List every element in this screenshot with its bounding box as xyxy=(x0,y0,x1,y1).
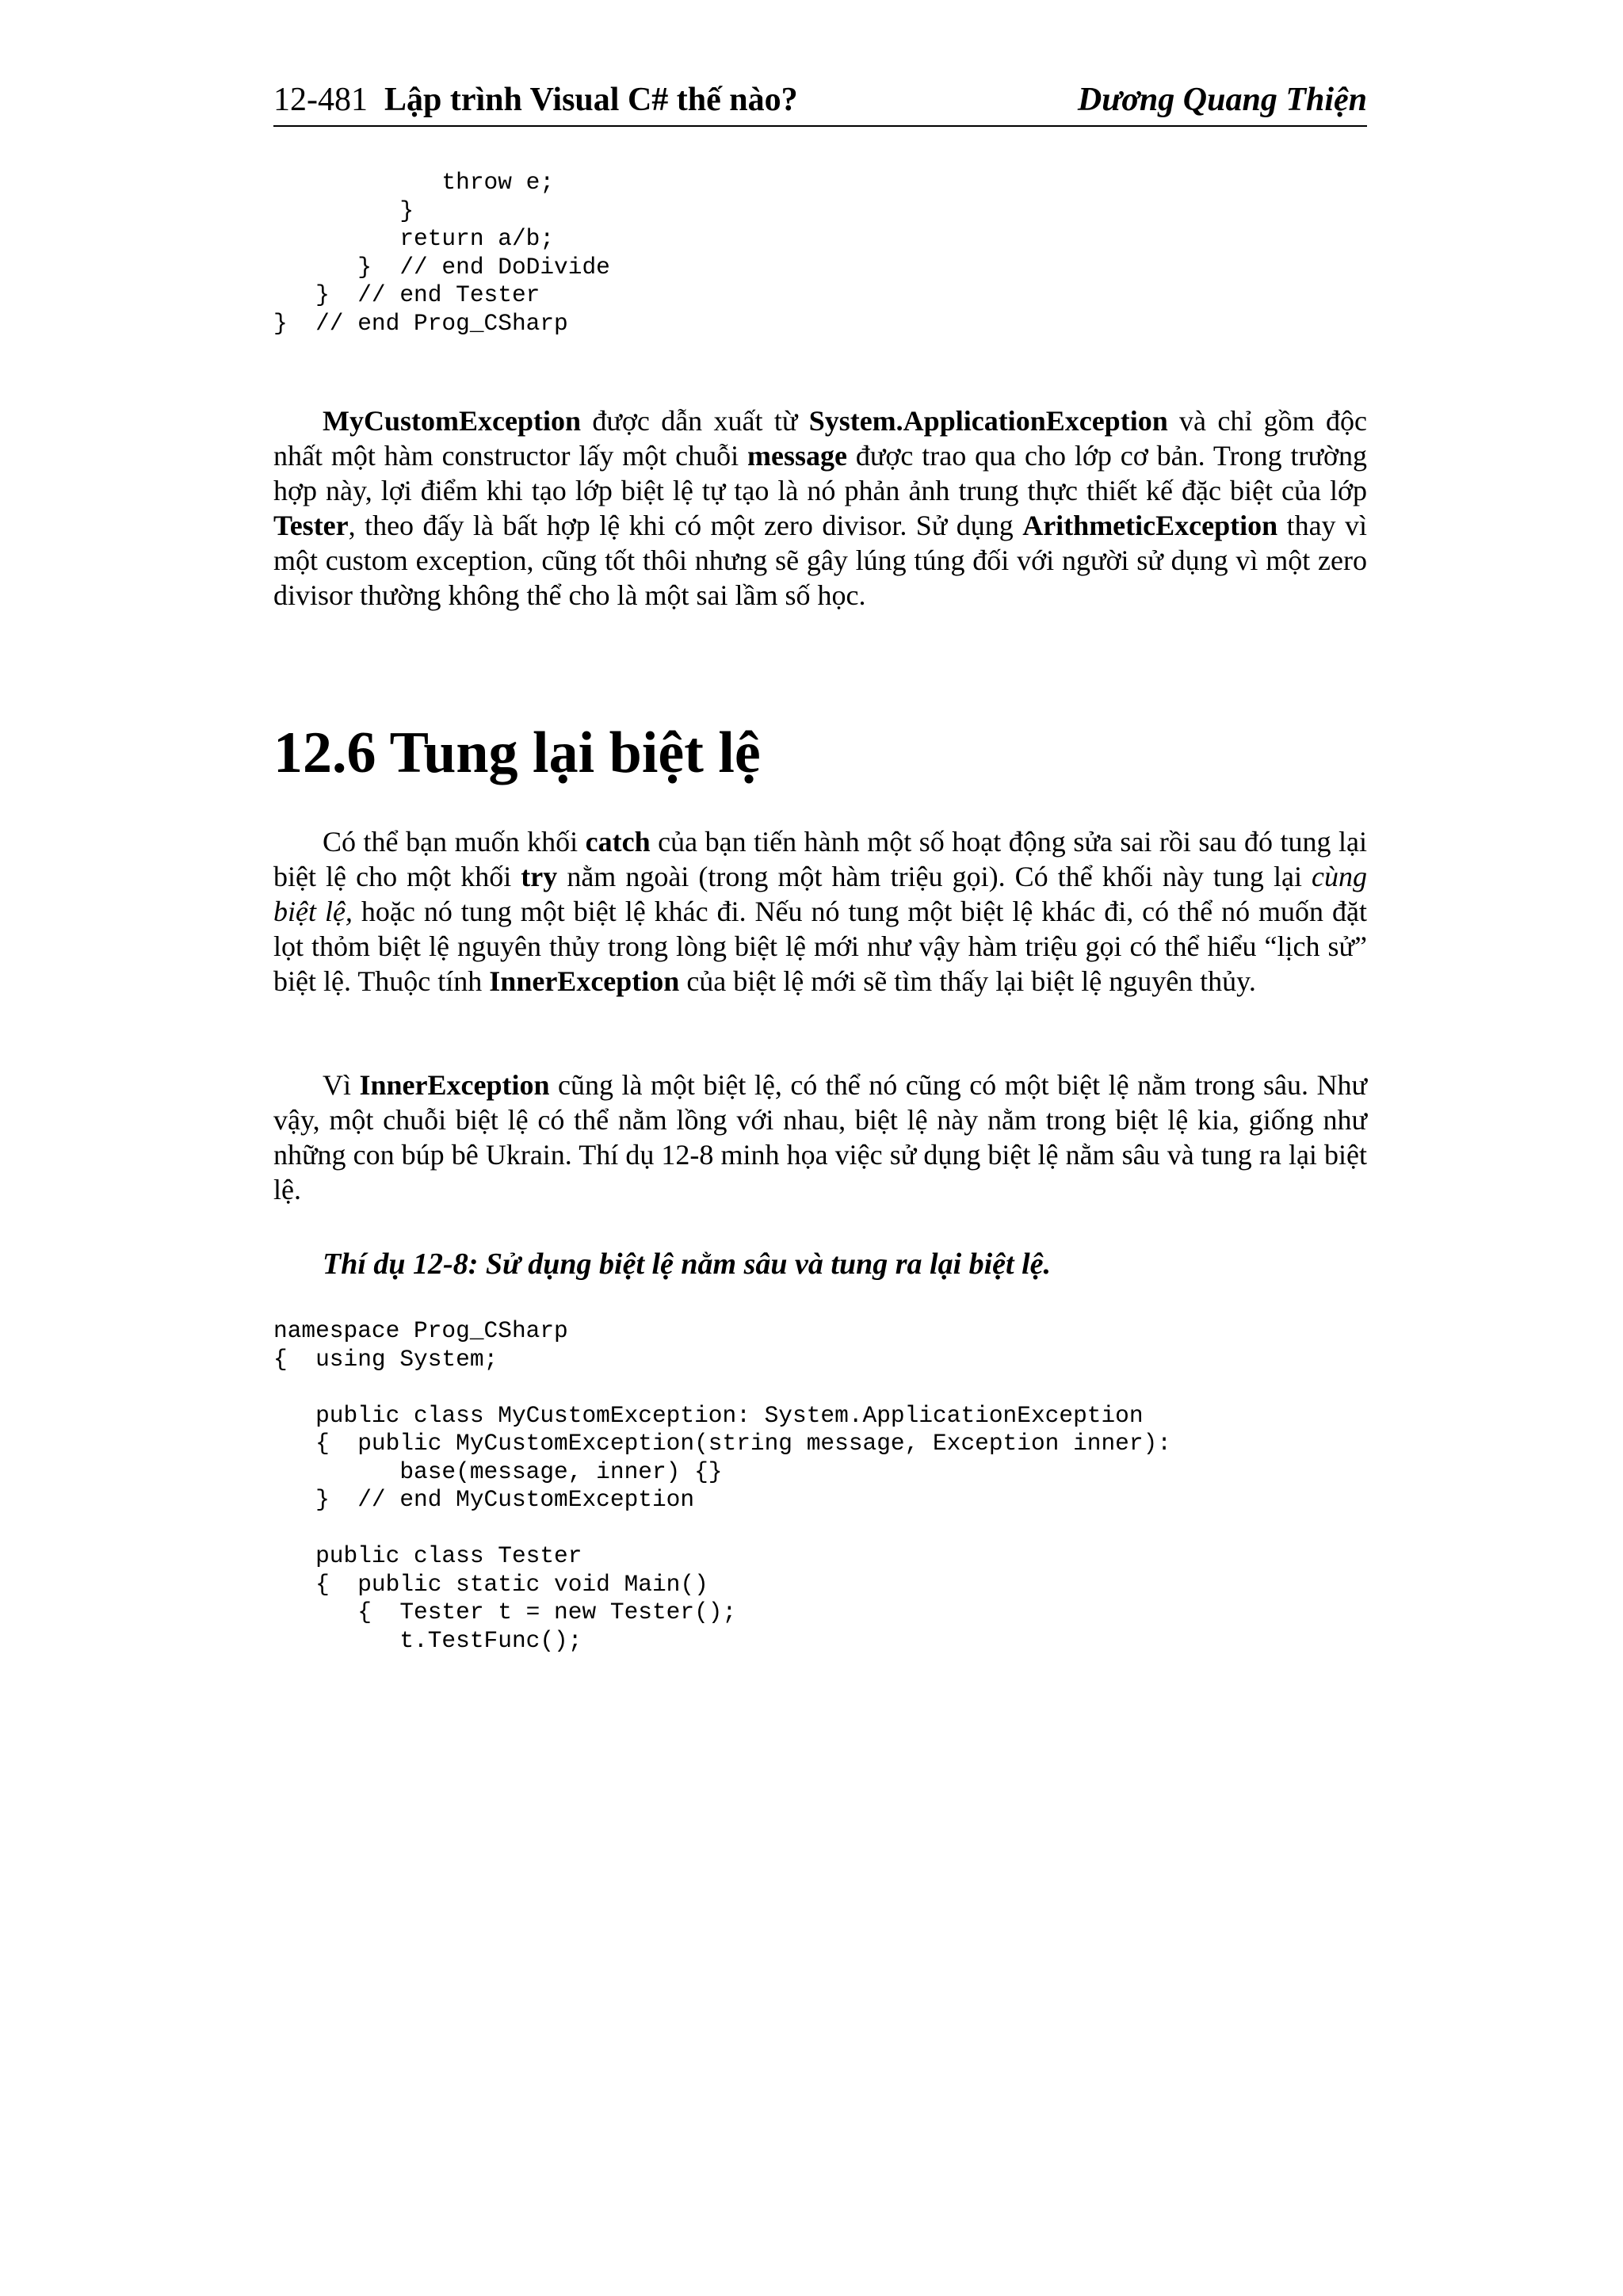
header-left xyxy=(273,76,798,124)
text-run: Có thể bạn muốn khối xyxy=(323,826,586,858)
code-line: public class Tester xyxy=(273,1542,582,1569)
example-title: Thí dụ 12-8: Sử dụng biệt lệ nằm sâu và tung ra lại biệt lệ. xyxy=(323,1247,1052,1281)
code-line: } xyxy=(273,197,414,224)
code-line: base(message, inner) {} xyxy=(273,1457,723,1485)
code-line: throw e; xyxy=(273,169,555,196)
code-line: } // end DoDivide xyxy=(273,253,610,281)
code-line: } // end Tester xyxy=(273,281,540,308)
text-run: cũng là một biệt lệ, có thể nó cũng có một biệt lệ nằm trong sâu. Như vậy, một chuỗi biệt lệ có thể nằm lồng với nhau, biệt lệ này nằm trong biệt lệ kia, giống như những con búp bê Ukrain. Thí dụ 12-8 minh họa việc sử dụng biệt lệ nằm sâu và tung ra lại biệt lệ. xyxy=(273,1069,1367,1205)
code-line: } // end Prog_CSharp xyxy=(273,309,568,337)
term-tester: Tester xyxy=(273,510,349,541)
emphasis-same-exception: cùng biệt lệ, xyxy=(273,861,1367,927)
code-line: public class MyCustomException: System.ApplicationException xyxy=(273,1401,1144,1429)
paragraph-inner-exception xyxy=(273,1068,1367,1207)
text-run: , theo đấy là bất hợp lệ khi có một zero divisor. Sử dụng xyxy=(348,510,1023,541)
section-heading: 12.6 Tung lại biệt lệ xyxy=(273,720,761,785)
text-run: hoặc nó tung một biệt lệ khác đi. Nếu nó tung một biệt lệ khác đi, có thể nó muốn đặt lọt thỏm biệt lệ nguyên thủy trong lòng biệt lệ mới như vậy hàm triệu gọi có thể hiểu “lịch sử” biệt lệ. Thuộc tính xyxy=(273,896,1367,997)
text-run: Vì xyxy=(323,1069,360,1101)
book-title: Lập trình Visual C# thế nào? xyxy=(384,82,798,118)
code-block-top xyxy=(273,169,610,338)
page-number: 12-481 xyxy=(273,82,368,118)
page-header xyxy=(273,76,1367,127)
code-line: } // end MyCustomException xyxy=(273,1486,695,1513)
text-run: được dẫn xuất từ xyxy=(581,405,809,437)
term-arithmeticexception: ArithmeticException xyxy=(1022,510,1278,541)
text-run: nằm ngoài (trong một hàm triệu gọi). Có thể khối này tung lại xyxy=(557,861,1312,892)
author-name: Dương Quang Thiện xyxy=(1077,82,1367,118)
text-run: của biệt lệ mới sẽ tìm thấy lại biệt lệ nguyên thủy. xyxy=(679,965,1256,997)
term-try: try xyxy=(521,861,558,892)
code-line: { Tester t = new Tester(); xyxy=(273,1599,737,1626)
term-mycustomexception: MyCustomException xyxy=(323,405,581,437)
term-catch: catch xyxy=(585,826,651,858)
text-run: của bạn tiến hành một số hoạt động sửa sai rồi sau đó tung lại biệt lệ cho một khối xyxy=(273,826,1367,892)
term-innerexception: InnerException xyxy=(359,1069,550,1101)
code-line: t.TestFunc(); xyxy=(273,1626,582,1654)
code-line: { public static void Main() xyxy=(273,1570,708,1598)
term-applicationexception: System.ApplicationException xyxy=(808,405,1168,437)
text-run: và chỉ gồm độc nhất một hàm constructor lấy một chuỗi xyxy=(273,405,1367,472)
code-line: { public MyCustomException(string message, Exception inner): xyxy=(273,1430,1171,1457)
term-innerexception: InnerException xyxy=(489,965,680,997)
code-line: { using System; xyxy=(273,1345,498,1373)
code-line: namespace Prog_CSharp xyxy=(273,1317,568,1344)
code-line: return a/b; xyxy=(273,225,555,252)
term-message: message xyxy=(747,440,847,472)
code-block-example xyxy=(273,1317,1171,1655)
text-run: thay vì một custom exception, cũng tốt thôi nhưng sẽ gây lúng túng đối với người sử dụng vì một zero divisor thường không thể cho là một sai lầm số học. xyxy=(273,510,1367,611)
paragraph-custom-exception xyxy=(273,403,1367,613)
text-run: được trao qua cho lớp cơ bản. Trong trường hợp này, lợi điểm khi tạo lớp biệt lệ tự tạo là nó phản ảnh trung thực thiết kế đặc biệt của lớp xyxy=(273,440,1367,506)
paragraph-rethrow xyxy=(273,824,1367,999)
